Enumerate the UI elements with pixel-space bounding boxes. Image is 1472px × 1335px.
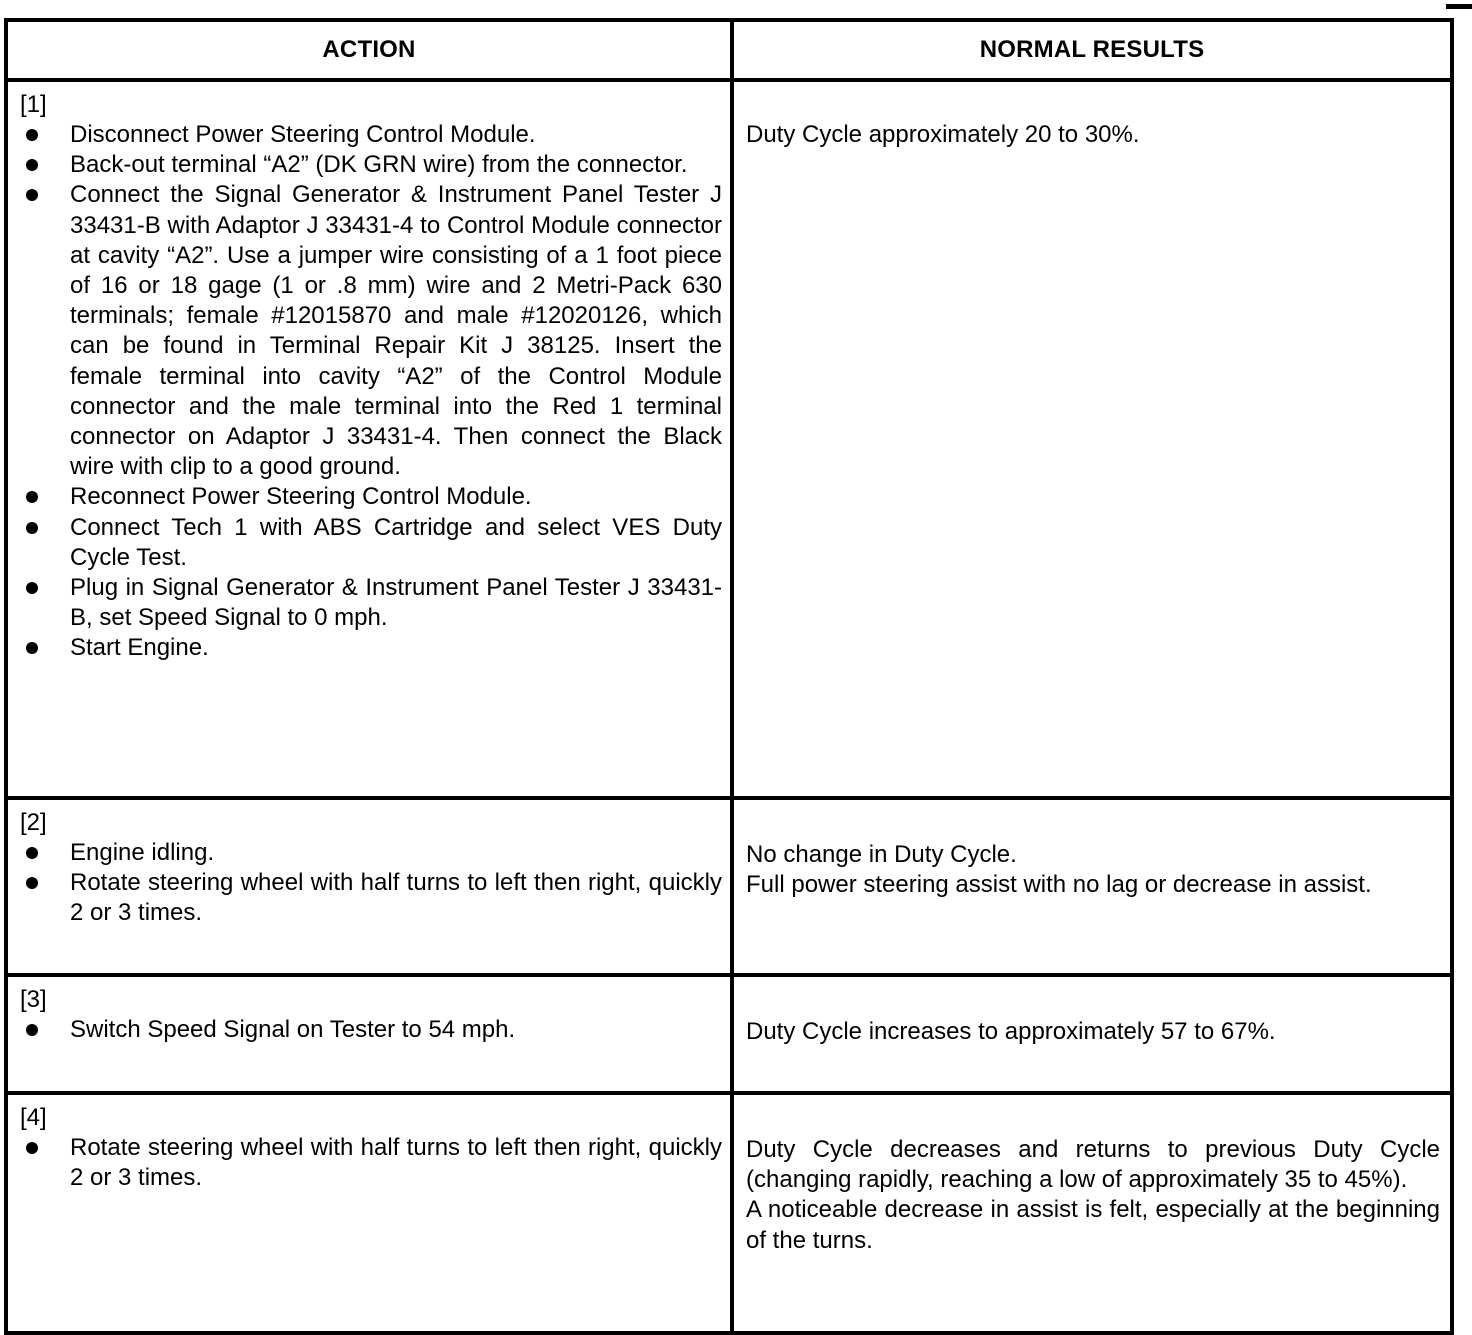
action-text: Engine idling. <box>70 839 215 866</box>
action-cell-4 <box>6 1093 732 1333</box>
action-item <box>20 180 722 482</box>
action-item <box>20 1015 722 1045</box>
action-cell-1 <box>6 80 732 798</box>
step-label-4: [4] <box>20 1104 47 1131</box>
result-cell-4 <box>732 1093 1452 1333</box>
header-row <box>6 20 1452 80</box>
action-text: Connect Tech 1 with ABS Cartridge and select VES Duty Cycle Test. <box>70 513 722 571</box>
action-list-1 <box>20 120 722 664</box>
step-row-3 <box>6 975 1452 1093</box>
bullet-icon <box>26 189 38 201</box>
action-item <box>20 482 722 512</box>
result-text: Duty Cycle decreases and returns to previous Duty Cycle (changing rapidly, reaching a low of approximately 35 to 45%). <box>746 1136 1440 1194</box>
bullet-icon <box>26 642 38 654</box>
action-item <box>20 633 722 663</box>
action-cell-2 <box>6 798 732 975</box>
action-text: Reconnect Power Steering Control Module. <box>70 483 532 511</box>
result-text: Full power steering assist with no lag or decrease in assist. <box>746 871 1372 899</box>
action-text: Back-out terminal “A2” (DK GRN wire) from the connector. <box>70 151 688 179</box>
result-cell-3 <box>732 975 1452 1093</box>
step-row-2 <box>6 798 1452 975</box>
bullet-icon <box>26 847 38 859</box>
bullet-icon <box>26 522 38 534</box>
action-item <box>20 868 722 928</box>
bullet-icon <box>26 159 38 171</box>
action-header: ACTION <box>6 20 732 80</box>
action-cell-3 <box>6 975 732 1093</box>
step-row-4 <box>6 1093 1452 1333</box>
bullet-icon <box>26 491 38 503</box>
action-item <box>20 150 722 180</box>
result-text: Duty Cycle increases to approximately 57 to 67%. <box>746 1018 1276 1045</box>
result-text: No change in Duty Cycle. <box>746 841 1017 868</box>
action-item <box>20 120 722 150</box>
action-text: Plug in Signal Generator & Instrument Panel Tester J 33431-B, set Speed Signal to 0 mph. <box>70 574 722 632</box>
action-text: Rotate steering wheel with half turns to left then right, quickly 2 or 3 times. <box>70 869 722 927</box>
result-cell-2 <box>732 798 1452 975</box>
bullet-icon <box>26 129 38 141</box>
action-list-4 <box>20 1133 722 1193</box>
normal-results-header: NORMAL RESULTS <box>732 20 1452 80</box>
action-list-3 <box>20 1015 722 1045</box>
bullet-icon <box>26 1024 38 1036</box>
action-text: Rotate steering wheel with half turns to left then right, quickly 2 or 3 times. <box>70 1134 722 1192</box>
procedure-table <box>4 18 1454 1335</box>
result-cell-1 <box>732 80 1452 798</box>
result-text: Duty Cycle approximately 20 to 30%. <box>746 121 1140 148</box>
step-row-1 <box>6 80 1452 798</box>
bullet-icon <box>26 877 38 889</box>
action-item <box>20 573 722 633</box>
action-text: Switch Speed Signal on Tester to 54 mph. <box>70 1016 516 1043</box>
action-item <box>20 1133 722 1193</box>
corner-mark <box>1446 4 1472 9</box>
step-label-3: [3] <box>20 986 47 1013</box>
bullet-icon <box>26 1142 38 1154</box>
action-list-2 <box>20 838 722 929</box>
result-text: A noticeable decrease in assist is felt, especially at the beginning of the turns. <box>746 1196 1440 1254</box>
action-text: Disconnect Power Steering Control Module. <box>70 121 536 148</box>
step-label-2: [2] <box>20 809 47 836</box>
action-text: Connect the Signal Generator & Instrument Panel Tester J 33431-B with Adaptor J 33431-4 to Control Module connector at cavity “A2”. Use a jumper wire consisting of a 1 foot piece of 16 or 18 gage (1 or .8 mm) wire and 2 Metri-Pack 630 terminals; female #12015870 and male #12020126, which can be found in Terminal Repair Kit J 38125. Insert the female terminal into cavity “A2” of the Control Module connector and the male terminal into the Red 1 terminal connector on Adaptor J 33431-4. Then connect the Black wire with clip to a good ground. <box>70 181 722 481</box>
step-label-1: [1] <box>20 91 47 118</box>
action-item <box>20 838 722 868</box>
bullet-icon <box>26 582 38 594</box>
action-item <box>20 513 722 573</box>
action-text: Start Engine. <box>70 634 209 662</box>
